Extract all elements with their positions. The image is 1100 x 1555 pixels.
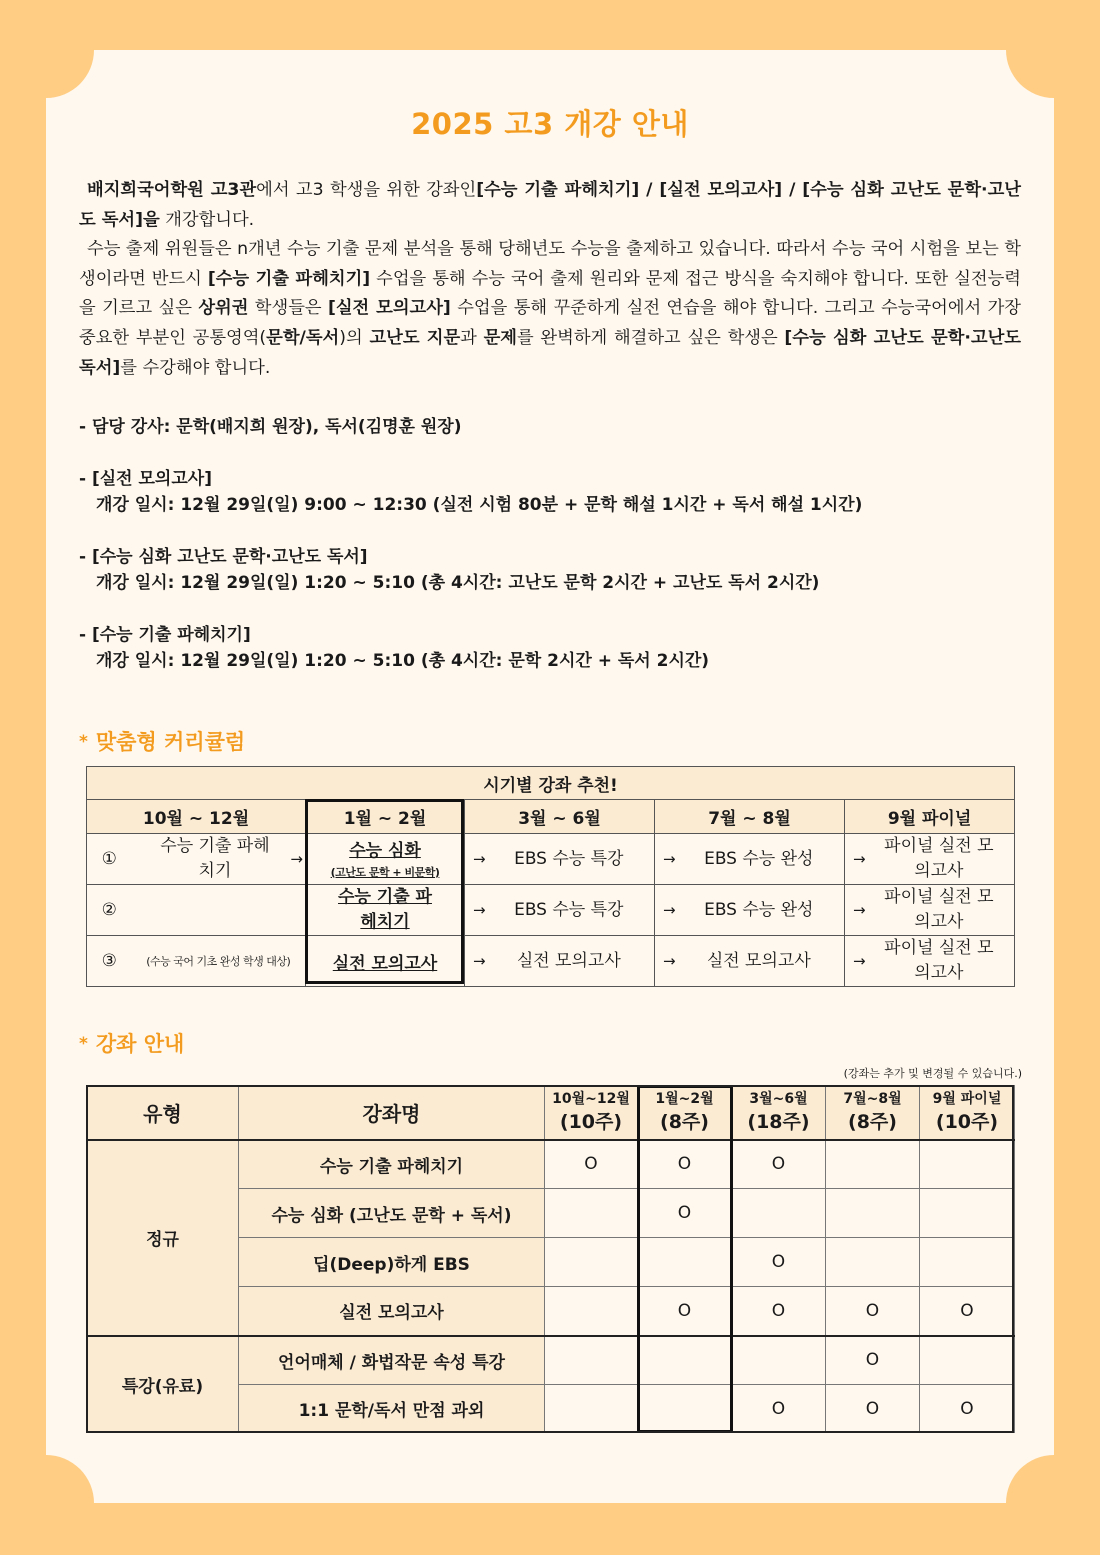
step-cell: 파이널 실전 모의고사 bbox=[884, 887, 994, 932]
session-detail: 개강 일시: 12월 29일(일) 9:00 ~ 12:30 (실전 시험 80분 + 문학 해설 1시간 + 독서 해설 1시간) bbox=[96, 495, 863, 515]
period-header: 7월 ~ 8월 bbox=[655, 800, 845, 834]
step-cell: 수능 기출 파헤치기 bbox=[306, 885, 465, 936]
name-header: 강좌명 bbox=[239, 1086, 545, 1140]
courses-section-title: * 강좌 안내 bbox=[79, 1032, 185, 1056]
availability-mark bbox=[826, 1238, 920, 1287]
page-paper bbox=[46, 50, 1054, 1503]
curriculum-row bbox=[87, 834, 1015, 885]
period-header: 10월 ~ 12월 bbox=[87, 800, 306, 834]
body-text: 과 bbox=[460, 327, 484, 348]
availability-mark bbox=[545, 1336, 638, 1385]
arrow-icon: → bbox=[853, 850, 866, 868]
table-row bbox=[87, 1336, 1015, 1385]
period-header: 3월~6월 (18주) bbox=[732, 1086, 826, 1140]
emphasis-text: 문학/독서 bbox=[266, 327, 340, 348]
emphasis-text: [수능 기출 파헤치기] bbox=[207, 268, 371, 289]
emphasis-text: 상위권 bbox=[198, 298, 249, 319]
body-text: 수업을 통해 꾸준하게 실전 연습을 해야 합니다. 그리고 수능국어에서 가장 중요한 부분인 공통영역( bbox=[79, 298, 1021, 348]
arrow-icon: → bbox=[473, 952, 486, 970]
availability-mark bbox=[638, 1336, 732, 1385]
availability-mark: O bbox=[826, 1287, 920, 1336]
corner-notch bbox=[1006, 2, 1100, 98]
period-header: 9월 파이널 bbox=[845, 800, 1015, 834]
course-name: 수능 기출 파헤치기 bbox=[239, 1140, 545, 1189]
page-title: 2025 고3 개강 안내 bbox=[411, 107, 689, 141]
period-header: 1월 ~ 2월 bbox=[306, 800, 465, 834]
corner-notch bbox=[0, 2, 94, 98]
course-table bbox=[86, 1085, 1014, 1433]
course-type: 특강(유료) bbox=[87, 1336, 239, 1433]
row-number: ③ bbox=[87, 936, 132, 987]
availability-mark: O bbox=[920, 1287, 1015, 1336]
availability-mark bbox=[545, 1385, 638, 1433]
availability-mark bbox=[920, 1189, 1015, 1238]
availability-mark: O bbox=[732, 1238, 826, 1287]
step-cell bbox=[132, 885, 306, 936]
period-header: 1월~2월 (8주) bbox=[638, 1086, 732, 1140]
availability-mark: O bbox=[826, 1336, 920, 1385]
availability-mark bbox=[920, 1336, 1015, 1385]
row-number: ① bbox=[87, 834, 132, 885]
step-cell: 실전 모의고사 bbox=[516, 950, 621, 971]
step-cell: 파이널 실전 모의고사 bbox=[884, 938, 994, 983]
availability-mark: O bbox=[732, 1140, 826, 1189]
emphasis-text: [수능 기출 파헤치기] / [실전 모의고사] / [수능 심화 고난도 문학·고난도 독서]을 bbox=[79, 180, 1021, 230]
emphasis-text: 문제 bbox=[483, 327, 517, 348]
body-text: 를 완벽하게 해결하고 싶은 학생은 bbox=[517, 327, 785, 348]
arrow-icon: → bbox=[853, 952, 866, 970]
arrow-icon: → bbox=[473, 850, 486, 868]
step-cell: EBS 수능 완성 bbox=[704, 899, 814, 920]
arrow-icon: → bbox=[663, 850, 676, 868]
availability-mark bbox=[638, 1385, 732, 1433]
body-text: 에서 고3 학생을 위한 강좌인 bbox=[256, 180, 477, 200]
session-mock-exam bbox=[79, 466, 862, 518]
course-type: 정규 bbox=[87, 1140, 239, 1336]
curriculum-row bbox=[87, 936, 1015, 987]
curriculum-row bbox=[87, 885, 1015, 936]
arrow-icon: → bbox=[290, 850, 303, 868]
corner-notch bbox=[0, 1455, 94, 1551]
arrow-icon: → bbox=[663, 901, 676, 919]
step-cell: 수능 심화 (고난도 문학 + 비문학) bbox=[306, 834, 465, 885]
availability-mark bbox=[732, 1189, 826, 1238]
arrow-icon: → bbox=[853, 901, 866, 919]
availability-mark bbox=[545, 1238, 638, 1287]
star-icon: * bbox=[79, 1034, 88, 1054]
curriculum-section-title: * 맞춤형 커리큘럼 bbox=[79, 730, 246, 754]
intro-paragraph-2 bbox=[79, 235, 1021, 383]
row-number: ② bbox=[87, 885, 132, 936]
availability-mark bbox=[920, 1140, 1015, 1189]
availability-mark bbox=[545, 1189, 638, 1238]
course-name: 1:1 문학/독서 만점 과외 bbox=[239, 1385, 545, 1433]
emphasis-text: [실전 모의고사] bbox=[327, 298, 451, 319]
availability-mark: O bbox=[920, 1385, 1015, 1433]
step-cell: 실전 모의고사 bbox=[706, 950, 811, 971]
session-detail: 개강 일시: 12월 29일(일) 1:20 ~ 5:10 (총 4시간: 고난도 문학 2시간 + 고난도 독서 2시간) bbox=[96, 573, 820, 593]
session-name: - [수능 기출 파헤치기] bbox=[79, 625, 251, 645]
step-cell: EBS 수능 특강 bbox=[514, 899, 624, 920]
body-text: 를 수강해야 합니다. bbox=[120, 357, 271, 378]
period-header: 10월~12월 (10주) bbox=[545, 1086, 638, 1140]
availability-mark: O bbox=[826, 1385, 920, 1433]
session-name: - [수능 심화 고난도 문학·고난도 독서] bbox=[79, 547, 368, 567]
star-icon: * bbox=[79, 732, 88, 752]
table-row bbox=[87, 1140, 1015, 1189]
intro-text bbox=[79, 176, 1021, 383]
period-header: 3월 ~ 6월 bbox=[465, 800, 655, 834]
availability-mark: O bbox=[732, 1287, 826, 1336]
arrow-icon: → bbox=[473, 901, 486, 919]
corner-notch bbox=[1006, 1455, 1100, 1551]
instructors: - 담당 강사: 문학(배지희 원장), 독서(김명훈 원장) bbox=[79, 417, 462, 437]
availability-mark: O bbox=[545, 1140, 638, 1189]
availability-mark bbox=[638, 1238, 732, 1287]
curriculum-table bbox=[86, 766, 1014, 984]
course-name: 딥(Deep)하게 EBS bbox=[239, 1238, 545, 1287]
courses-note: (강좌는 추가 및 변경될 수 있습니다.) bbox=[843, 1067, 1022, 1080]
emphasis-text: 배지희국어학원 고3관 bbox=[87, 180, 257, 200]
session-past-exams bbox=[79, 622, 709, 674]
course-name: 언어매체 / 화법작문 속성 특강 bbox=[239, 1336, 545, 1385]
intro-paragraph-1 bbox=[79, 176, 1021, 235]
emphasis-text: 고난도 지문 bbox=[369, 327, 461, 348]
availability-mark: O bbox=[638, 1140, 732, 1189]
step-cell: EBS 수능 특강 bbox=[514, 848, 624, 869]
availability-mark bbox=[920, 1238, 1015, 1287]
body-text: 수업을 통해 수능 국어 출제 원리와 문제 접근 방식을 숙지해야 합니다. 또한 실전능력을 기르고 싶은 bbox=[79, 268, 1021, 319]
body-text: 수능 출제 위원들은 n개년 수능 기출 문제 분석을 통해 당해년도 수능을 출제하고 있습니다. 따라서 수능 국어 시험을 보는 학생이라면 반드시 bbox=[79, 239, 1021, 289]
step-cell: (수능 국어 기초 완성 학생 대상) bbox=[132, 936, 306, 987]
emphasis-text: [수능 심화 고난도 문학·고난도 독서] bbox=[79, 327, 1021, 378]
availability-mark bbox=[826, 1189, 920, 1238]
availability-mark bbox=[732, 1336, 826, 1385]
availability-mark bbox=[545, 1287, 638, 1336]
step-cell: EBS 수능 완성 bbox=[704, 848, 814, 869]
course-name: 수능 심화 (고난도 문학 + 독서) bbox=[239, 1189, 545, 1238]
period-header: 7월~8월 (8주) bbox=[826, 1086, 920, 1140]
step-cell: 파이널 실전 모의고사 bbox=[884, 836, 994, 881]
body-text: 학생들은 bbox=[248, 298, 328, 319]
step-cell: 실전 모의고사 bbox=[306, 936, 465, 987]
period-header: 9월 파이널 (10주) bbox=[920, 1086, 1015, 1140]
availability-mark: O bbox=[732, 1385, 826, 1433]
session-advanced bbox=[79, 544, 819, 596]
curriculum-table-title: 시기별 강좌 추천! bbox=[87, 767, 1015, 800]
body-text: 개강합니다. bbox=[159, 209, 255, 230]
course-name: 실전 모의고사 bbox=[239, 1287, 545, 1336]
step-cell: 수능 기출 파헤치기 bbox=[160, 836, 270, 881]
session-name: - [실전 모의고사] bbox=[79, 469, 212, 489]
availability-mark: O bbox=[638, 1189, 732, 1238]
type-header: 유형 bbox=[87, 1086, 239, 1140]
availability-mark: O bbox=[638, 1287, 732, 1336]
availability-mark bbox=[826, 1140, 920, 1189]
body-text: )의 bbox=[339, 327, 370, 348]
arrow-icon: → bbox=[663, 952, 676, 970]
session-detail: 개강 일시: 12월 29일(일) 1:20 ~ 5:10 (총 4시간: 문학 2시간 + 독서 2시간) bbox=[96, 651, 710, 671]
